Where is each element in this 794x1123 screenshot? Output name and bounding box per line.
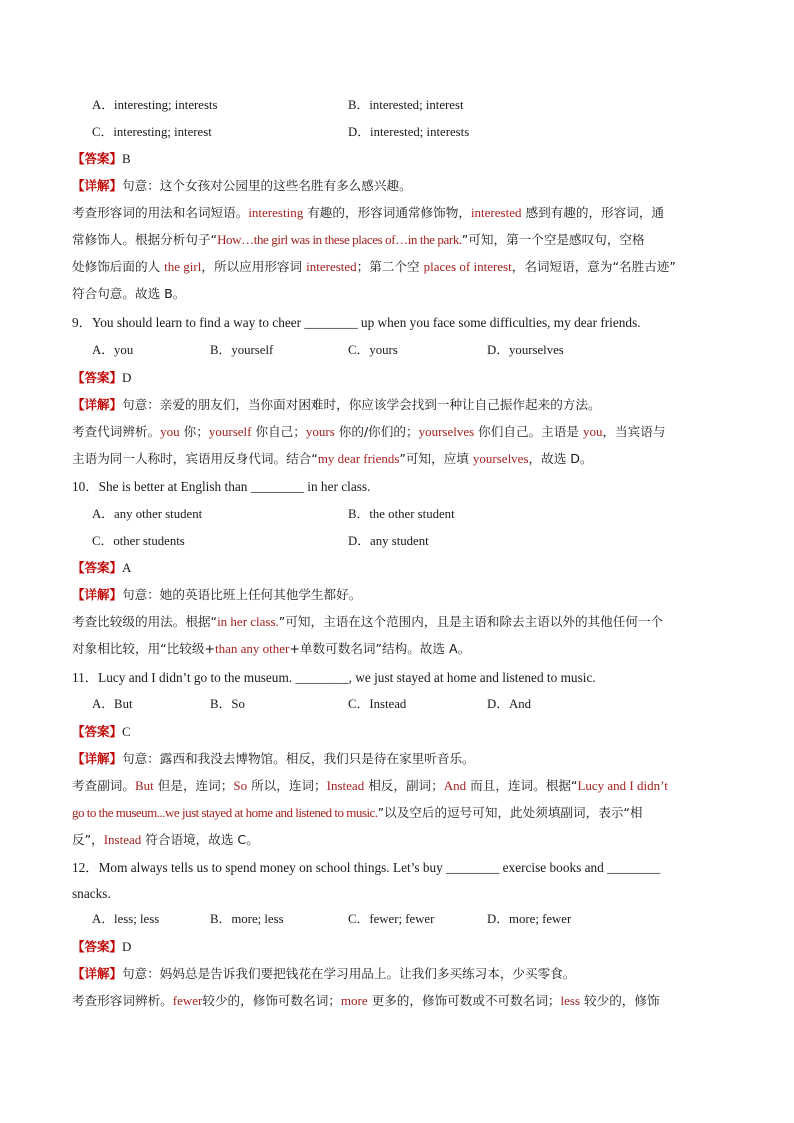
term: my dear friends: [317, 451, 400, 466]
text: ，当宾语与: [602, 424, 666, 439]
q10-explain-line1: [72, 611, 732, 633]
detail-tag: 【详解】: [72, 966, 123, 981]
text: 反”，: [72, 832, 104, 847]
text: 符合语境，故选 C。: [141, 832, 259, 847]
answer-tag: 【答案】: [72, 939, 123, 954]
q8-option-b: B．interested; interest: [348, 98, 464, 112]
q8-explain-line3: [72, 256, 732, 278]
text: 较少的，修饰可数名词；: [202, 993, 341, 1008]
term: the girl: [164, 259, 202, 274]
detail-text: 句意：她的英语比班上任何其他学生都好。: [122, 587, 362, 602]
answer-value: A: [122, 560, 132, 575]
answer-value: B: [122, 151, 131, 166]
q8-explain-line1: [72, 202, 732, 224]
term: more: [340, 993, 368, 1008]
text: 较少的，修饰: [580, 993, 660, 1008]
term: less: [560, 993, 581, 1008]
text: 处修饰后面的人: [72, 259, 165, 274]
term: in her class.: [217, 614, 279, 629]
text: ”可知，第一个空是感叹句，空格: [461, 232, 645, 247]
term: you: [160, 424, 180, 439]
text: +单数可数名词”结构。故选 A。: [289, 641, 471, 656]
text: 考查副词。: [72, 778, 135, 793]
q8-option-c: C．interesting; interest: [92, 125, 212, 139]
text: 更多的，修饰可数或不可数名词；: [367, 993, 561, 1008]
text: ”可知，主语在这个范围内，且是主语和除去主语以外的其他任何一个: [278, 614, 664, 629]
q10-option-a: A．any other student: [92, 507, 203, 521]
q11-option-c: C．Instead: [348, 697, 407, 711]
q9-stem: 9．You should learn to find a way to cheer ________ up when you face some difficulties, my dear friends.: [72, 315, 641, 330]
detail-tag: 【详解】: [72, 178, 123, 193]
term: yourselves: [472, 451, 529, 466]
term: interested: [470, 205, 522, 220]
answer-tag: 【答案】: [72, 560, 123, 575]
text: ，故选 D。: [528, 451, 593, 466]
answer-value: D: [122, 939, 132, 954]
q10-stem: 10．She is better at English than ________ in her class.: [72, 479, 371, 494]
term: So: [233, 778, 248, 793]
q9-option-b: B．yourself: [210, 343, 274, 357]
term: than any other: [215, 641, 290, 656]
q11-explain-line2: [72, 802, 732, 824]
q8-explain-line4: 符合句意。故选 B。: [72, 286, 186, 301]
q10-option-b: B．the other student: [348, 507, 455, 521]
term: fewer: [172, 993, 203, 1008]
answer-value: D: [122, 370, 132, 385]
q10-option-c: C．other students: [92, 534, 185, 548]
answer-tag: 【答案】: [72, 724, 123, 739]
term: Lucy and I didn’t: [577, 778, 668, 793]
q9-answer: [72, 367, 732, 390]
text: ，名词短语，意为“名胜古迹”: [511, 259, 676, 274]
q9-explain-line2: [72, 448, 732, 470]
term: interesting: [248, 205, 304, 220]
text: ；第二个空: [356, 259, 424, 274]
q11-option-a: A．But: [92, 697, 133, 711]
q12-option-c: C．fewer; fewer: [348, 912, 435, 926]
text: 而且，连词。根据“: [466, 778, 578, 793]
answer-tag: 【答案】: [72, 370, 123, 385]
term: yours: [305, 424, 335, 439]
answer-value: C: [122, 724, 131, 739]
detail-tag: 【详解】: [72, 751, 123, 766]
term: go to the museum...we just stayed at home and listened to music.: [72, 805, 378, 820]
q11-answer: [72, 721, 732, 744]
q10-detail-line1: [72, 584, 732, 606]
answer-tag: 【答案】: [72, 151, 123, 166]
text: 你们自己。主语是: [474, 424, 583, 439]
term: you: [582, 424, 603, 439]
text: 你的/你们的；: [334, 424, 419, 439]
term: Instead: [326, 778, 365, 793]
q12-stem-line2: snacks.: [72, 886, 111, 901]
q11-stem: 11．Lucy and I didn’t go to the museum. ________, we just stayed at home and listened to music.: [72, 670, 596, 685]
q8-explain-line2: [72, 229, 732, 251]
detail-text: 句意：妈妈总是告诉我们要把钱花在学习用品上。让我们多买练习本，少买零食。: [122, 966, 576, 981]
q8-option-d: D．interested; interests: [348, 125, 470, 139]
q11-option-b: B．So: [210, 697, 245, 711]
detail-tag: 【详解】: [72, 397, 123, 412]
q9-option-a: A．you: [92, 343, 134, 357]
q12-option-a: A．less; less: [92, 912, 160, 926]
term: yourselves: [418, 424, 475, 439]
q12-option-d: D．more; fewer: [487, 912, 572, 926]
q12-answer: [72, 936, 732, 959]
text: 考查代词辨析。: [72, 424, 161, 439]
q10-answer: [72, 557, 732, 580]
term: Instead: [103, 832, 142, 847]
text: 常修饰人。根据分析句子“: [72, 232, 218, 247]
q11-detail-line1: [72, 748, 732, 770]
text: 所以，连词；: [247, 778, 327, 793]
q11-option-d: D．And: [487, 697, 532, 711]
text: 有趣的，形容词通常修饰物，: [303, 205, 471, 220]
q9-option-d: D．yourselves: [487, 343, 564, 357]
text: 考查形容词的用法和名词短语。: [72, 205, 249, 220]
q12-detail-line1: [72, 963, 732, 985]
text: 但是，连词；: [153, 778, 234, 793]
term: And: [443, 778, 467, 793]
text: 你自己；: [251, 424, 306, 439]
term: yourself: [208, 424, 252, 439]
q11-explain-line3: [72, 829, 732, 851]
text: 你；: [179, 424, 209, 439]
detail-text: 句意：这个女孩对公园里的这些名胜有多么感兴趣。: [122, 178, 412, 193]
q9-detail-line1: [72, 394, 732, 416]
text: ，所以应用形容词: [201, 259, 307, 274]
text: 主语为同一人称时，宾语用反身代词。结合“: [72, 451, 318, 466]
q10-option-d: D．any student: [348, 534, 429, 548]
term: But: [134, 778, 154, 793]
text: ”可知，应填: [399, 451, 473, 466]
q9-option-c: C．yours: [348, 343, 398, 357]
text: 考查比较级的用法。根据“: [72, 614, 218, 629]
text: 相反，副词；: [364, 778, 444, 793]
q10-explain-line2: [72, 638, 732, 660]
detail-tag: 【详解】: [72, 587, 123, 602]
text: 对象相比较，用“比较级+: [72, 641, 216, 656]
detail-text: 句意：亲爱的朋友们，当你面对困难时，你应该学会找到一种让自己振作起来的方法。: [122, 397, 601, 412]
q9-explain-line1: [72, 421, 732, 443]
q12-stem-line1: 12．Mom always tells us to spend money on school things. Let’s buy ________ exercise books and ________: [72, 860, 661, 875]
term: How…the girl was in these places of…in the park.: [217, 232, 462, 247]
text: 考查形容词辨析。: [72, 993, 173, 1008]
text: ”以及空后的逗号可知，此处须填副词，表示“相: [377, 805, 643, 820]
term: places of interest: [423, 259, 512, 274]
text: 感到有趣的，形容词，通: [521, 205, 665, 220]
q12-explain-line1: [72, 990, 732, 1012]
q11-explain-line1: [72, 775, 732, 797]
term: interested: [306, 259, 357, 274]
q8-option-a: A．interesting; interests: [92, 98, 218, 112]
detail-text: 句意：露西和我没去博物馆。相反，我们只是待在家里听音乐。: [122, 751, 475, 766]
q12-option-b: B．more; less: [210, 912, 284, 926]
q8-detail-line1: [72, 175, 732, 197]
q8-answer: [72, 148, 732, 171]
